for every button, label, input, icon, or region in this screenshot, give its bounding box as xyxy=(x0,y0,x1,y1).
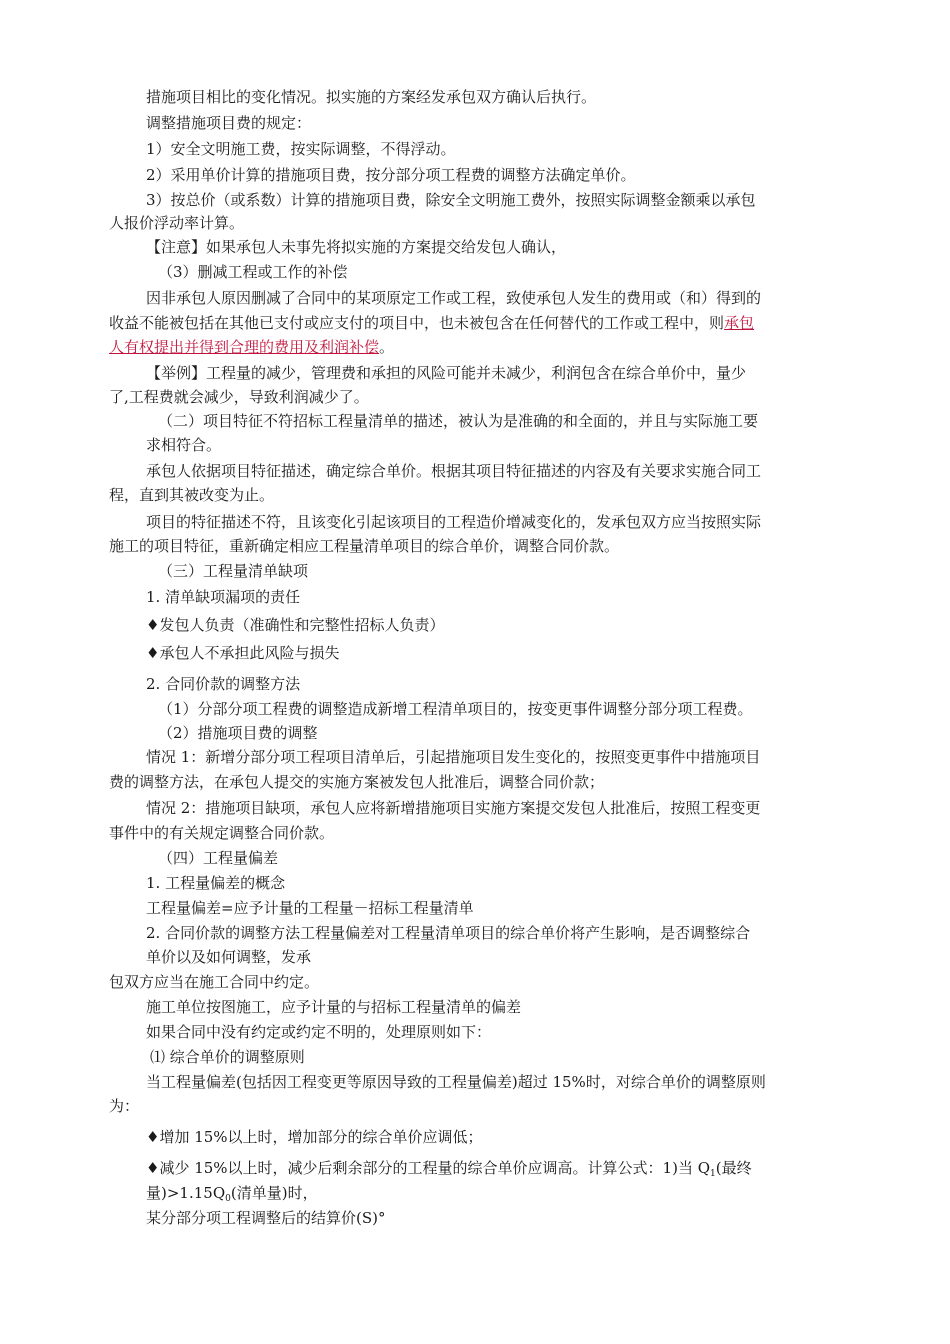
text-line: 程，直到其被改变为止。 xyxy=(109,486,275,504)
section-heading: （三）工程量清单缺项 xyxy=(158,562,309,580)
bullet-item: ♦减少 15%以上时，减少后剩余部分的工程量的综合单价应调高。计算公式：1)当 $Q_1$(最终 xyxy=(146,1159,752,1179)
section-heading: （四）工程量偏差 xyxy=(158,849,279,867)
text-line: 情况 1：新增分部分项工程项目清单后，引起措施项目发生变化的，按照变更事件中措施项目 xyxy=(146,748,761,766)
text-line: 调整措施项目费的规定： xyxy=(146,114,312,132)
text-line: 施工的项目特征，重新确定相应工程量清单项目的综合单价，调整合同价款。 xyxy=(109,537,620,555)
text-line: 项目的特征描述不符，且该变化引起该项目的工程造价增减变化的，发承包双方应当按照实际 xyxy=(146,513,762,531)
formula-line: 工程量偏差=应予计量的工程量－招标工程量清单 xyxy=(146,899,474,917)
bullet-item: ♦承包人不承担此风险与损失 xyxy=(146,644,340,662)
text-line: 情况 2：措施项目缺项，承包人应将新增措施项目实施方案提交发包人批准后，按照工程变更 xyxy=(146,799,761,817)
text-line: 为： xyxy=(109,1097,140,1115)
text-line: 单价以及如何调整，发承 xyxy=(146,948,312,966)
highlight-text: 人有权提出并得到合理的费用及利润补偿 xyxy=(109,338,380,356)
bullet-item: ♦增加 15%以上时，增加部分的综合单价应调低； xyxy=(146,1128,483,1146)
text-line: 2. 合同价款的调整方法工程量偏差对工程量清单项目的综合单价将产生影响，是否调整综合 xyxy=(146,924,751,942)
bullet-item: ♦发包人负责（准确性和完整性招标人负责） xyxy=(146,616,445,634)
text-line: 2）采用单价计算的措施项目费，按分部分项工程费的调整方法确定单价。 xyxy=(146,166,636,184)
text-line: 某分部分项工程调整后的结算价(S)° xyxy=(146,1209,386,1227)
text-line: 求相符合。 xyxy=(146,436,222,454)
text-line: 事件中的有关规定调整合同价款。 xyxy=(109,824,335,842)
section-heading: ⑴ 综合单价的调整原则 xyxy=(150,1048,305,1066)
text-line: 因非承包人原因删减了合同中的某项原定工作或工程，致使承包人发生的费用或（和）得到的 xyxy=(146,289,762,307)
text-line: 如果合同中没有约定或约定不明的，处理原则如下： xyxy=(146,1023,492,1041)
text-line: （1）分部分项工程费的调整造成新增工程清单项目的，按变更事件调整分部分项工程费。 xyxy=(158,700,753,718)
text-line: 措施项目相比的变化情况。拟实施的方案经发承包双方确认后执行。 xyxy=(146,88,597,106)
text-line: 量)$>1.15Q_0$(清单量)时， xyxy=(146,1184,318,1204)
text-line: 费的调整方法，在承包人提交的实施方案被发包人批准后，调整合同价款； xyxy=(109,773,605,791)
text-line: 人有权提出并得到合理的费用及利润补偿。 xyxy=(109,338,395,356)
text-line: 1. 工程量偏差的概念 xyxy=(146,874,286,892)
highlight-text: 承包 xyxy=(724,314,755,332)
text-line: 当工程量偏差(包括因工程变更等原因导致的工程量偏差)超过 15%时，对综合单价的调整原则 xyxy=(146,1073,766,1091)
text-line: 施工单位按图施工，应予计量的与招标工程量清单的偏差 xyxy=(146,998,522,1016)
text-line: 人报价浮动率计算。 xyxy=(109,214,245,232)
section-heading: （3）删减工程或工作的补偿 xyxy=(158,263,348,281)
text-line: 承包人依据项目特征描述，确定综合单价。根据其项目特征描述的内容及有关要求实施合同工 xyxy=(146,462,762,480)
text-line: 收益不能被包括在其他已支付或应支付的项目中，也未被包含在任何替代的工作或工程中，则承包 xyxy=(109,314,755,332)
text-line: （2）措施项目费的调整 xyxy=(158,724,318,742)
text-line: 了,工程费就会减少，导致利润减少了。 xyxy=(109,388,369,406)
example-line: 【举例】工程量的减少，管理费和承担的风险可能并未减少，利润包含在综合单价中，量少 xyxy=(146,364,747,382)
text-line: 包双方应当在施工合同中约定。 xyxy=(109,973,320,991)
text-line: 1）安全文明施工费，按实际调整，不得浮动。 xyxy=(146,140,456,158)
text-line: 3）按总价（或系数）计算的措施项目费，除安全文明施工费外，按照实际调整金额乘以承包 xyxy=(146,191,756,209)
note-line: 【注意】如果承包人未事先将拟实施的方案提交给发包人确认， xyxy=(146,238,567,256)
section-heading: （二）项目特征不符招标工程量清单的描述，被认为是准确的和全面的，并且与实际施工要 xyxy=(158,412,759,430)
text-line: 2. 合同价款的调整方法 xyxy=(146,675,301,693)
text-line: 1. 清单缺项漏项的责任 xyxy=(146,588,301,606)
